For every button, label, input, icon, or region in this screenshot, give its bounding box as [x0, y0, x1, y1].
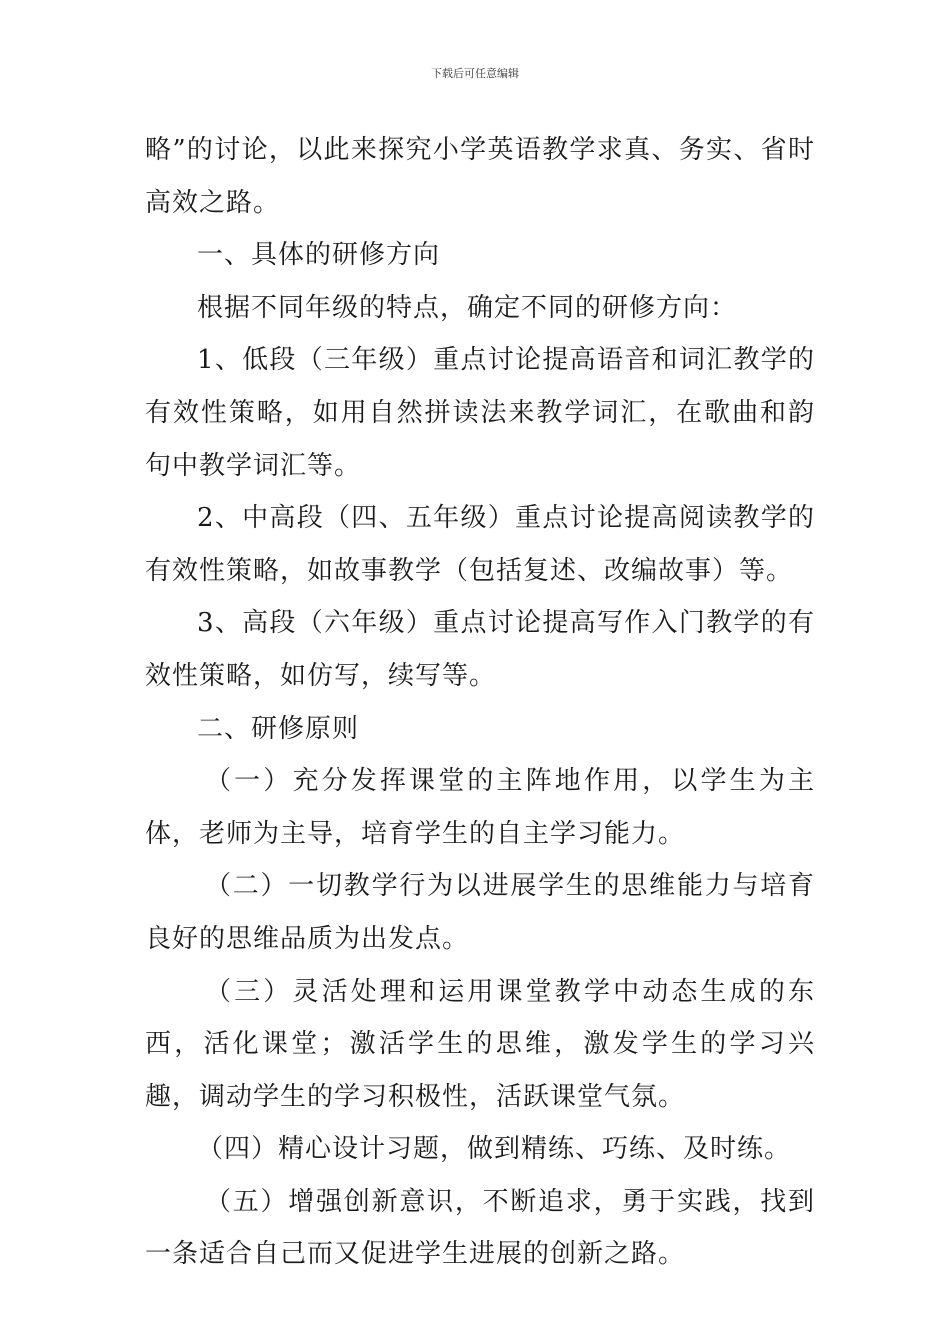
section-heading-research-direction: 一、具体的研修方向 — [197, 240, 441, 271]
principle-item-5: （五）增强创新意识，不断追求，勇于实践，找到一条适合自己而又促进学生进展的创新之路。 — [145, 1186, 815, 1270]
paragraph-intro-continuation: 略”的讨论，以此来探究小学英语教学求真、务实、省时高效之路。 — [145, 135, 815, 218]
section-heading-principles: 二、研修原则 — [197, 713, 360, 744]
principle-item-1: （一）充分发挥课堂的主阵地作用，以学生为主体，老师为主导，培育学生的自主学习能力。 — [145, 766, 815, 849]
principle-item-3: （三）灵活处理和运用课堂教学中动态生成的东西，活化课堂；激活学生的思维，激发学生的学习兴趣，调动学生的学习积极性，活跃课堂气氛。 — [145, 976, 815, 1112]
page-header-note: 下载后可任意编辑 — [431, 67, 519, 80]
principle-item-4: （四）精心设计习题，做到精练、巧练、及时练。 — [197, 1134, 792, 1165]
document-body — [145, 124, 815, 1281]
list-item-high-grade: 3、高段（六年级）重点讨论提高写作入门教学的有效性策略，如仿写，续写等。 — [145, 608, 815, 691]
list-item-mid-grade: 2、中高段（四、五年级）重点讨论提高阅读教学的有效性策略，如故事教学（包括复述、改编故事）等。 — [145, 503, 815, 586]
paragraph-direction-intro: 根据不同年级的特点，确定不同的研修方向： — [197, 292, 738, 323]
list-item-low-grade: 1、低段（三年级）重点讨论提高语音和词汇教学的有效性策略，如用自然拼读法来教学词汇，在歌曲和韵句中教学词汇等。 — [145, 345, 815, 481]
principle-item-2: （二）一切教学行为以进展学生的思维能力与培育良好的思维品质为出发点。 — [145, 871, 815, 954]
